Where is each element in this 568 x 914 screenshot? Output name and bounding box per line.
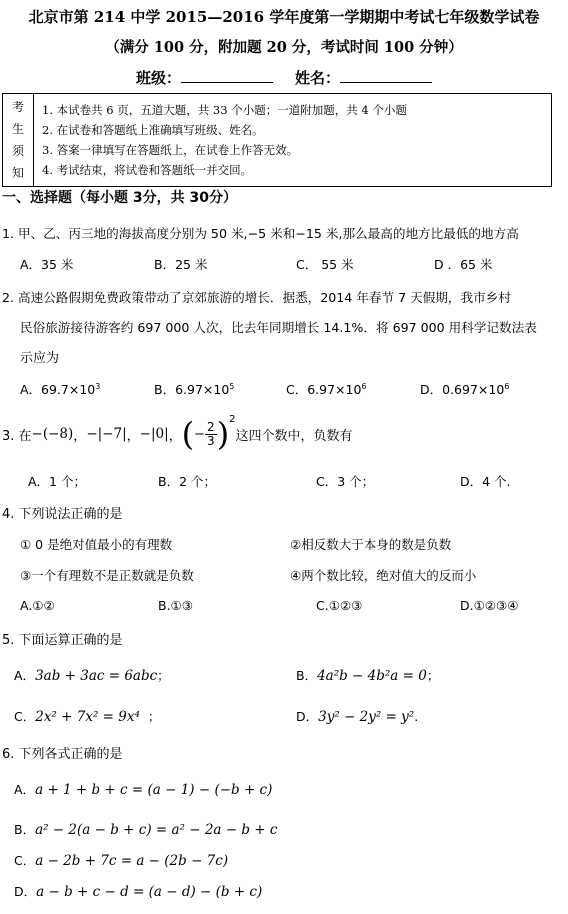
- q5-option-d: D．3y² − 2y² = y².: [296, 709, 419, 725]
- notice-side-char: 生: [12, 122, 25, 136]
- q1-option-a: A．35 米: [20, 257, 74, 272]
- q4-statement-3: ③一个有理数不是正数就是负数: [20, 568, 194, 583]
- notice-side-char: 考: [12, 100, 25, 114]
- class-blank: [181, 68, 273, 83]
- q6-option-b: B．a² − 2(a − b + c) = a² − 2a − b + c: [14, 822, 278, 838]
- question-5: 5. 下面运算正确的是: [2, 633, 123, 648]
- q6-option-d: D．a − b + c − d = (a − d) − (b + c): [14, 884, 263, 900]
- student-info-row: [0, 67, 568, 88]
- q2-option-c: C．$6.97\times 10^6$: [286, 381, 367, 397]
- q3-option-a: A．1 个；: [28, 474, 86, 489]
- notice-rule: 1. 本试卷共 6 页，五道大题，共 33 个小题；一道附加题，共 4 个小题: [42, 103, 407, 117]
- q3-expr-2: −|−7|: [86, 426, 127, 442]
- q3-option-b: B．2 个；: [158, 474, 217, 489]
- notice-rule: 2. 在试卷和答题纸上准确填写班级、姓名。: [42, 123, 264, 137]
- q3-option-c: C．3 个；: [316, 474, 375, 489]
- question-6: 6. 下列各式正确的是: [2, 747, 123, 762]
- name-label: 姓名：: [295, 69, 341, 87]
- q3-option-d: D．4 个.: [460, 474, 511, 489]
- q5-option-a: A．3ab + 3ac = 6abc；: [14, 668, 170, 684]
- q5-option-b: B．4a²b − 4b²a = 0；: [296, 668, 440, 684]
- class-label: 班级：: [135, 69, 181, 87]
- section-heading: 一、选择题（每小题 3分，共 30分）: [2, 190, 237, 206]
- notice-side-char: 知: [12, 166, 25, 180]
- notice-side-char: 须: [12, 144, 25, 158]
- q6-option-a: A．a + 1 + b + c = (a − 1) − (−b + c): [14, 782, 273, 798]
- notice-rule: 4. 考试结束，将试卷和答题纸一并交回。: [42, 163, 253, 177]
- q1-option-c: C． 55 米: [296, 257, 354, 272]
- q3-expr-1: −(−8): [31, 426, 74, 442]
- exam-title: 北京市第 214 中学 2015—2016 学年度第一学期期中考试七年级数学试卷: [28, 8, 540, 26]
- q2-option-b: B．$6.97\times 10^5$: [154, 381, 235, 397]
- q4-option-c: C.①②③: [316, 598, 363, 613]
- notice-side-label: [3, 94, 34, 186]
- name-blank: [340, 68, 432, 83]
- q4-option-a: A.①②: [20, 598, 55, 613]
- question-4: 4. 下列说法正确的是: [2, 507, 123, 522]
- notice-rule: 3. 答案一律填写在答题纸上，在试卷上作答无效。: [42, 143, 299, 157]
- q1-option-b: B．25 米: [154, 257, 208, 272]
- question-2-line: 示应为: [20, 351, 60, 366]
- exam-notice-box: [2, 93, 552, 187]
- question-3: 3. 在 −(−8) ， −|−7| ， −|0| ， ( − $\frac{2}{3}$ ) 2 这四个数中，负数有: [2, 414, 353, 453]
- q4-option-b: B.①③: [158, 598, 193, 613]
- q2-option-d: D．$0.697\times 10^6$: [420, 381, 510, 397]
- notice-rules: [42, 100, 407, 180]
- q3-expr-3: −|0|: [139, 426, 169, 442]
- q4-option-d: D.①②③④: [460, 598, 519, 613]
- q4-statement-2: ②相反数大于本身的数是负数: [290, 537, 452, 552]
- q4-statement-1: ① 0 是绝对值最小的有理数: [20, 537, 173, 552]
- q1-option-d: D ．65 米: [434, 257, 493, 272]
- q3-expr-4: ( − $\frac{2}{3}$ ) 2: [181, 414, 236, 453]
- q4-statement-4: ④两个数比较，绝对值大的反而小: [290, 568, 477, 583]
- q5-option-c: C．2x² + 7x² = 9x⁴ ；: [14, 709, 161, 725]
- exam-subtitle: （满分 100 分，附加题 20 分，考试时间 100 分钟）: [105, 39, 463, 56]
- question-2-line: 民俗旅游接待游客约 697 000 人次，比去年同期增长 14.1%．将 697 000 用科学记数法表: [20, 320, 537, 335]
- q2-option-a: A．$69.7\times 10^3$: [20, 381, 101, 397]
- question-1: 1. 甲、乙、丙三地的海拔高度分别为 50 米,−5 米和−15 米,那么最高的地方比最低的地方高: [2, 226, 519, 241]
- question-2-line: 2. 高速公路假期免费政策带动了京郊旅游的增长．据悉，2014 年春节 7 天假期，我市乡村: [2, 290, 511, 305]
- q6-option-c: C．a − 2b + 7c = a − (2b − 7c): [14, 853, 229, 869]
